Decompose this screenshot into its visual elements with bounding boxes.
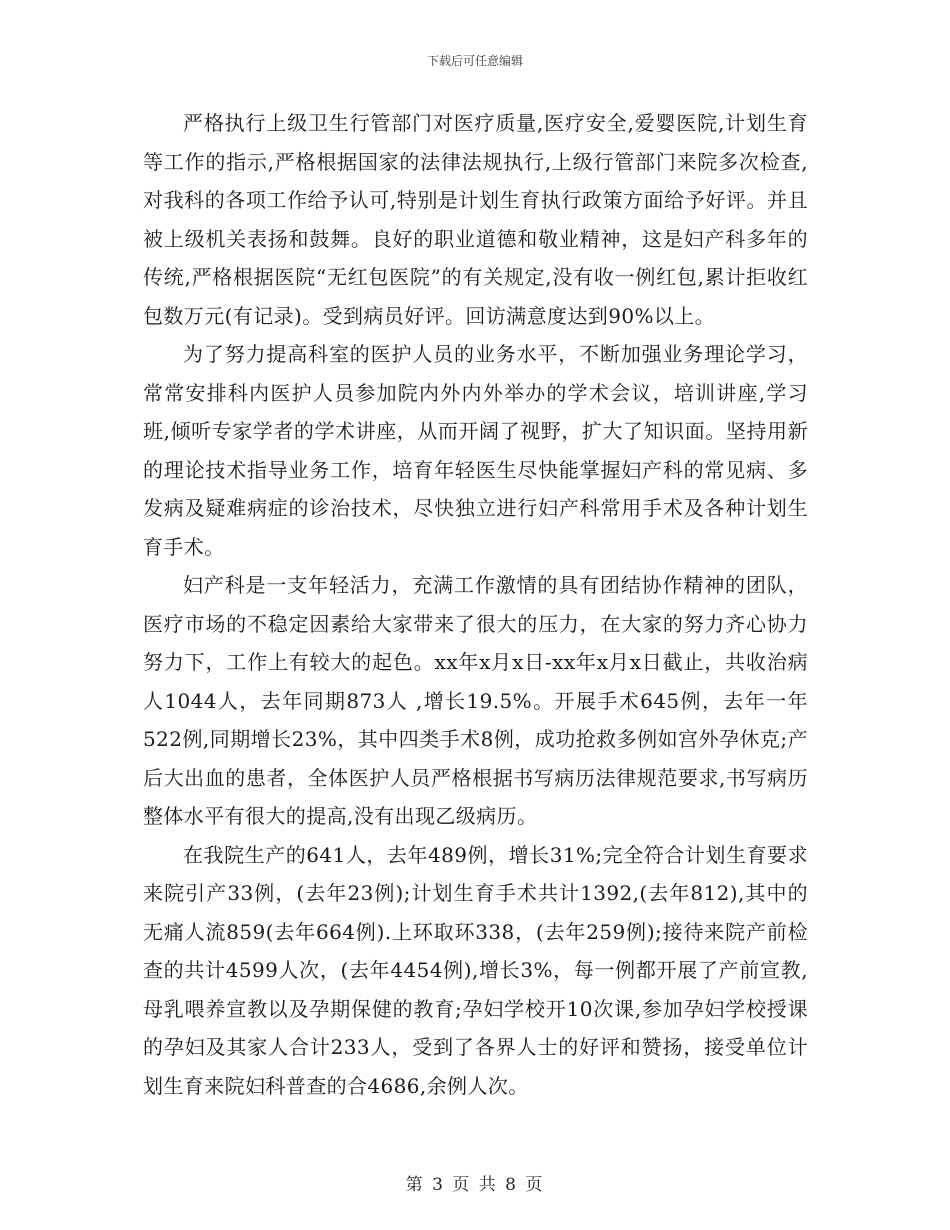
paragraph: 妇产科是一支年轻活力，充满工作激情的具有团结协作精神的团队，医疗市场的不稳定因素给大家带来了很大的压力，在大家的努力齐心协力努力下，工作上有较大的起色。xx年x月x日-xx年x月x日截止，共收治病人1044人，去年同期873人 ,增长19.5%。开展手术645例，去年一年522例,同期增长23%，其中四类手术8例，成功抢救多例如宫外孕休克;产后大出血的患者，全体医护人员严格根据书写病历法律规范要求,书写病历整体水平有很大的提高,没有出现乙级病历。: [143, 573, 808, 828]
paragraph: 为了努力提高科室的医护人员的业务水平，不断加强业务理论学习，常常安排科内医护人员参加院内外内外举办的学术会议，培训讲座,学习班,倾听专家学者的学术讲座，从而开阔了视野，扩大了知识面。坚持用新的理论技术指导业务工作，培育年轻医生尽快能掌握妇产科的常见病、多发病及疑难病症的诊治技术，尽快独立进行妇产科常用手术及各种计划生育手术。: [143, 342, 808, 559]
page-header-note: 下载后可任意编辑: [426, 54, 523, 68]
paragraph: 在我院生产的641人，去年489例，增长31%;完全符合计划生育要求来院引产33例，(去年23例);计划生育手术共计1392,(去年812),其中的无痛人流859(去年664例).上环取环338，(去年259例);接待来院产前检查的共计4599人次，(去年4454例),增长3%，每一例都开展了产前宣教,母乳喂养宣教以及孕期保健的教育;孕妇学校开10次课,参加孕妇学校授课的孕妇及其家人合计233人，受到了各界人士的好评和赞扬，接受单位计划生育来院妇科普查的合4686,余例人次。: [143, 842, 808, 1098]
paragraph: 严格执行上级卫生行管部门对医疗质量,医疗安全,爱婴医院,计划生育等工作的指示,严格根据国家的法律法规执行,上级行管部门来院多次检查,对我科的各项工作给予认可,特别是计划生育执行政策方面给予好评。并且被上级机关表扬和鼓舞。良好的职业道德和敬业精神，这是妇产科多年的传统,严格根据医院“无红包医院”的有关规定,没有收一例红包,累计拒收红包数万元(有记录)。受到病员好评。回访满意度达到90%以上。: [143, 111, 808, 328]
document-body: [143, 104, 808, 1105]
page-number: 第 3 页 共 8 页: [405, 1175, 545, 1195]
